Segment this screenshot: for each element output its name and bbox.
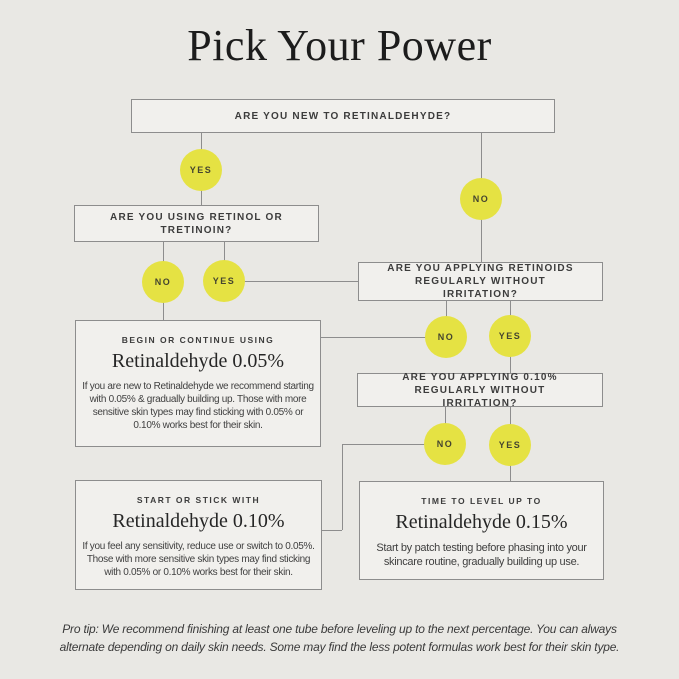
answer-no-circle-q2 (142, 261, 184, 303)
result-box-retinaldehyde-015 (359, 481, 604, 580)
page-title: Pick Your Power (187, 21, 492, 70)
result-body: If you are new to Retinaldehyde we recommend starting with 0.05% & gradually building up. Those with more sensitive skin types may find sticking with 0.05% or 0.10% works best for their skin. (82, 381, 314, 431)
result-eyebrow: TIME TO LEVEL UP TO (421, 496, 542, 506)
result-title: Retinaldehyde 0.10% (112, 510, 285, 532)
question-label: ARE YOU APPLYING 0.10% REGULARLY WITHOUT IRRITATION? (402, 371, 558, 409)
answer-yes-circle-q3 (489, 315, 531, 357)
result-title: Retinaldehyde 0.05% (111, 350, 285, 372)
question-box-applying-010-regularly (357, 373, 603, 407)
question-box-using-retinol-or-tretinoin (74, 205, 319, 242)
pro-tip-text: Pro tip: We recommend finishing at least one tube before leveling up to the next percentage. You can always alternate depending on daily skin needs. Some may find the less potent formulas work best for their skin type. (59, 622, 620, 654)
connector-q4-no-into-r010 (322, 530, 342, 531)
result-body: Start by patch testing before phasing into your skincare routine, gradually building up use. (376, 542, 587, 568)
answer-label: NO (154, 277, 172, 287)
answer-no-circle-q3 (425, 316, 467, 358)
question-label: ARE YOU NEW TO RETINALDEHYDE? (234, 110, 452, 122)
answer-yes-circle-q1 (180, 149, 222, 191)
answer-label: YES (212, 276, 236, 286)
question-box-new-to-retinaldehyde (131, 99, 555, 133)
answer-yes-circle-q4 (489, 424, 531, 466)
answer-label: YES (498, 440, 522, 450)
result-box-retinaldehyde-010 (75, 480, 322, 590)
answer-label: YES (498, 331, 522, 341)
answer-label: NO (472, 194, 490, 204)
answer-no-circle-q1 (460, 178, 502, 220)
question-box-applying-retinoids-regularly (358, 262, 603, 301)
connector-q4-no-down2 (342, 444, 343, 530)
result-eyebrow: BEGIN OR CONTINUE USING (121, 335, 275, 345)
result-body: If you feel any sensitivity, reduce use or switch to 0.05%. Those with more sensitive skin types may find sticking with 0.05% or 0.10% works best for their skin. (82, 541, 315, 578)
answer-label: NO (436, 439, 454, 449)
result-box-retinaldehyde-005 (75, 320, 321, 447)
result-eyebrow: START OR STICK WITH (136, 495, 261, 505)
question-label: ARE YOU USING RETINOL OR TRETINOIN? (110, 211, 283, 236)
answer-no-circle-q4 (424, 423, 466, 465)
answer-label: YES (189, 165, 213, 175)
answer-yes-circle-q2 (203, 260, 245, 302)
question-label: ARE YOU APPLYING RETINOIDS REGULARLY WITHOUT IRRITATION? (387, 263, 574, 300)
answer-label: NO (437, 332, 455, 342)
result-title: Retinaldehyde 0.15% (395, 511, 568, 533)
